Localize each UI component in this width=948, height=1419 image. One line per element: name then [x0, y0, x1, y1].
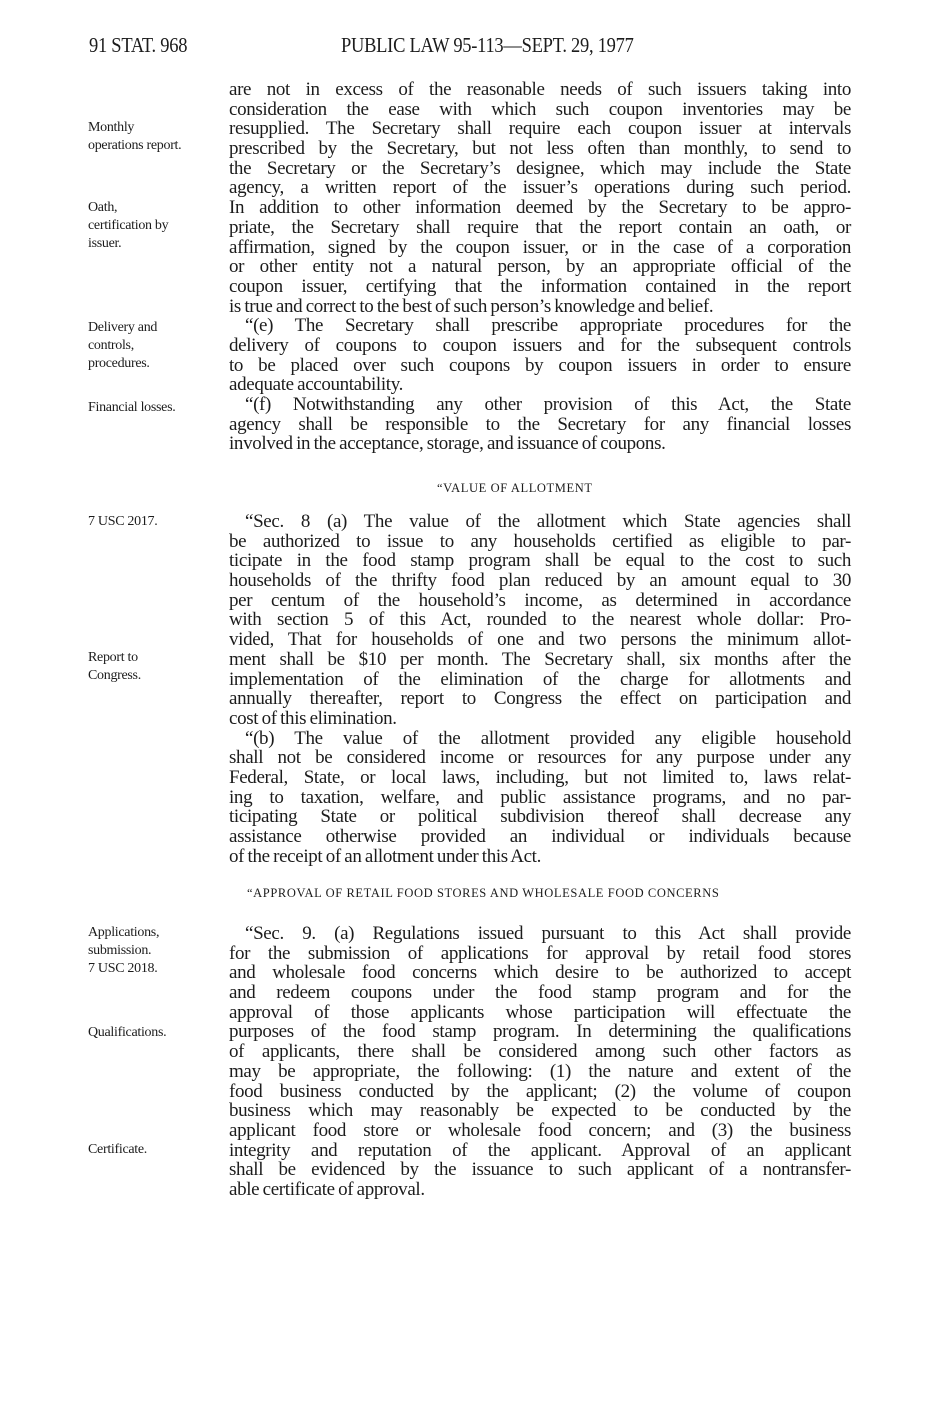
margin-note-line: issuer. [88, 236, 122, 251]
text-line: ticipating State or political subdivision thereof shall decrease any [229, 806, 851, 828]
text-line: “(e) The Secretary shall prescribe appropriate procedures for the [245, 315, 851, 337]
text-line: and redeem coupons under the food stamp program and for the [229, 982, 851, 1004]
margin-note-line: Report to [88, 650, 138, 665]
margin-note [88, 119, 181, 155]
margin-note-line: Certificate. [88, 1142, 147, 1157]
text-line: ment shall be $10 per month. The Secretary shall, six months after the [229, 648, 851, 670]
paragraph [229, 395, 851, 454]
margin-note-line: Monthly [88, 120, 135, 135]
running-header-title: PUBLIC LAW 95-113—SEPT. 29, 1977 [341, 33, 634, 57]
margin-note-line: procedures. [88, 356, 150, 371]
text-line: vided, That for households of one and two persons the minimum allot- [229, 629, 851, 651]
text-line: business which may reasonably be expected to be conducted by the [229, 1100, 851, 1122]
paragraph [229, 924, 851, 1200]
text-line: food business conducted by the applicant; (2) the volume of coupon [229, 1080, 851, 1102]
margin-note [88, 513, 157, 531]
paragraph [229, 512, 851, 729]
margin-note-line: Applications, [88, 925, 160, 940]
text-line: “Sec. 8 (a) The value of the allotment which State agencies shall [245, 511, 851, 532]
text-line: In addition to other information deemed by the Secretary to be appro- [229, 197, 851, 219]
text-line: able certificate of approval. [229, 1178, 425, 1200]
text-line: coupon issuer, certifying that the information contained in the report [229, 275, 851, 297]
text-line: per centum of the household’s income, as determined in accordance [229, 589, 851, 611]
margin-note-line: Oath, [88, 200, 118, 215]
text-line: applicant food store or wholesale food concern; and (3) the business [229, 1119, 851, 1141]
body-text-block-sec-9 [229, 924, 851, 1200]
margin-note [88, 1141, 147, 1159]
text-line: ing to taxation, welfare, and public assistance programs, and no par- [229, 786, 851, 808]
text-line: shall not be considered income or resources for any purpose under any [229, 747, 851, 769]
body-text-block-sec-8 [229, 512, 851, 866]
text-line: “(f) Notwithstanding any other provision of this Act, the State [245, 394, 851, 415]
margin-note [88, 319, 157, 373]
text-line: agency, a written report of the issuer’s operations during such period. [229, 177, 851, 199]
text-line: of applicants, there shall be considered among such other factors as [229, 1041, 851, 1063]
margin-note [88, 1024, 166, 1042]
text-line: or other entity not a natural person, by an appropriate official of the [229, 256, 851, 278]
margin-note [88, 199, 168, 253]
text-line: and wholesale food concerns which desire to be authorized to accept [229, 962, 851, 984]
margin-note-line: Financial losses. [88, 400, 176, 415]
text-line: ticipate in the food stamp program shall be equal to the cost to such [229, 550, 851, 572]
margin-note [88, 924, 159, 978]
text-line: to be placed over such coupons by coupon issuers in order to ensure [229, 354, 851, 376]
margin-note-line: 7 USC 2018. [88, 961, 158, 976]
margin-note-line: certification by [88, 218, 169, 233]
margin-note-line: operations report. [88, 138, 182, 153]
text-line: priate, the Secretary shall require that the report contain an oath, or [229, 216, 851, 238]
text-line: adequate accountability. [229, 374, 404, 396]
text-line: Federal, State, or local laws, including, but not limited to, laws relat- [229, 766, 851, 788]
text-line: of the receipt of an allotment under this Act. [229, 845, 541, 867]
margin-note-line: Delivery and [88, 320, 158, 335]
text-line: “Sec. 9. (a) Regulations issued pursuant to this Act shall provide [245, 923, 851, 944]
page-citation: 91 STAT. 968 [89, 33, 188, 57]
margin-note-line: 7 USC 2017. [88, 514, 158, 529]
text-line: is true and correct to the best of such person’s knowledge and belief. [229, 295, 714, 317]
text-line: affirmation, signed by the coupon issuer, or in the case of a corporation [229, 236, 851, 258]
text-line: shall be evidenced by the issuance to such applicant of a nontransfer- [229, 1159, 851, 1181]
margin-note [88, 649, 141, 685]
body-text-block [229, 80, 851, 454]
paragraph [229, 316, 851, 395]
text-line: “(b) The value of the allotment provided any eligible household [245, 727, 851, 749]
text-line: integrity and reputation of the applicant. Approval of an applicant [229, 1139, 851, 1161]
text-line: with section 5 of this Act, rounded to the nearest whole dollar: Pro- [229, 609, 851, 631]
paragraph [229, 729, 851, 867]
text-line: agency shall be responsible to the Secretary for any financial losses [229, 413, 851, 435]
text-line: be authorized to issue to any households certified as eligible to par- [229, 530, 851, 552]
text-line: implementation of the elimination of the charge for allotments and [229, 668, 851, 690]
section-heading-value-of-allotment: “VALUE OF ALLOTMENT [437, 481, 593, 495]
text-line: purposes of the food stamp program. In determining the qualifications [229, 1021, 851, 1043]
margin-note-line: Congress. [88, 668, 141, 683]
text-line: approval of those applicants whose participation will effectuate the [229, 1001, 851, 1023]
text-line: are not in excess of the reasonable needs of such issuers taking into [229, 79, 851, 100]
text-line: delivery of coupons to coupon issuers and for the subsequent controls [229, 334, 851, 356]
text-line: may be appropriate, the following: (1) the nature and extent of the [229, 1060, 851, 1082]
text-line: assistance otherwise provided an individual or individuals because [229, 826, 851, 847]
margin-note-line: submission. [88, 943, 152, 958]
paragraph [229, 80, 851, 316]
margin-note-line: Qualifications. [88, 1025, 167, 1040]
text-line: households of the thrifty food plan reduced by an amount equal to 30 [229, 570, 851, 592]
section-heading-approval-of-retail-food-stores: “APPROVAL OF RETAIL FOOD STORES AND WHOLESALE FOOD CONCERNS [247, 886, 720, 900]
text-line: prescribed by the Secretary, but not less often than monthly, to send to [229, 138, 851, 160]
text-line: for the submission of applications for approval by retail food stores [229, 942, 851, 964]
margin-note [88, 399, 175, 417]
text-line: annually thereafter, report to Congress the effect on participation and [229, 688, 851, 710]
text-line: involved in the acceptance, storage, and issuance of coupons. [229, 433, 666, 455]
text-line: resupplied. The Secretary shall require each coupon issuer at intervals [229, 118, 851, 140]
margin-note-line: controls, [88, 338, 134, 353]
text-line: consideration the ease with which such coupon inventories may be [229, 98, 851, 120]
text-line: cost of this elimination. [229, 707, 397, 729]
text-line: the Secretary or the Secretary’s designee, which may include the State [229, 157, 851, 179]
